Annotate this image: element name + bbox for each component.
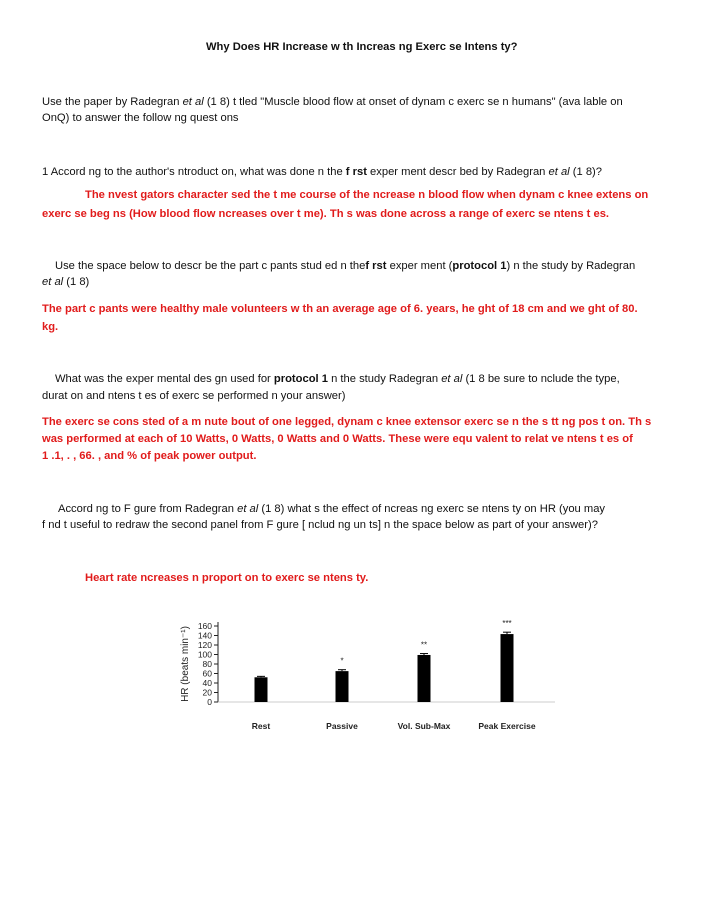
hr-chart-svg [170,612,560,740]
hr-bar-chart [170,612,560,740]
q1-et-al: et al [548,166,570,178]
significance-marker: ** [420,640,428,650]
bar-peak-exercise [501,634,514,702]
y-axis-label: HR (beats min⁻¹) [180,626,191,702]
answer-2-line-2: kg. [42,321,59,333]
q3-text-b: n the study Radegran [331,373,439,385]
q2-et-al: et al [42,276,64,288]
question-4-line-2: f nd t useful to redraw the second panel from F gure [ nclud ng un ts] n the space below as part of your answer)? [42,519,598,531]
answer-4: Heart rate ncreases n proport on to exerc se ntens ty. [85,572,369,584]
q2-text: Use the space below to descr be the part c pants stud ed n the [55,260,366,272]
question-3 [55,370,620,388]
y-tick-label: 160 [197,621,212,631]
category-label: Rest [251,721,271,731]
question-1 [42,163,602,181]
category-label: Peak Exercise [478,721,536,731]
q4-text-b: (1 8) what s the effect of ncreas ng exerc se ntens ty on HR (you may [261,503,606,515]
bar-rest [255,677,268,702]
significance-marker: * [340,656,344,666]
q4-text: Accord ng to F gure from Radegran [58,503,234,515]
q1-text-cont: exper ment descr bed by Radegran [370,166,546,178]
question-3-line-2: durat on and ntens t es of exerc se performed n your answer) [42,390,346,402]
page-title: Why Does HR Increase w th Increas ng Exerc se Intens ty? [206,41,518,53]
y-tick-label: 140 [197,630,212,641]
q3-protocol: protocol 1 [273,373,328,385]
q1-year: (1 8)? [572,166,603,178]
bar-vol-sub-max [418,655,431,702]
y-tick-label: 120 [197,640,212,650]
answer-3-line-3: 1 .1, . , 66. , and % of peak power output. [42,450,257,462]
q3-et-al: et al [441,373,463,385]
answer-1-line-1: The nvest gators character sed the t me course of the ncrease n blood flow when dynam c knee extens on [85,189,649,201]
y-tick-label: 80 [202,659,212,669]
q2-text-c: ) n the study by Radegran [506,260,636,272]
intro-line-2: OnQ) to answer the follow ng quest ons [42,112,239,124]
y-tick-label: 20 [202,687,212,698]
significance-marker: *** [502,619,512,629]
question-2-line-2 [42,273,89,291]
intro-text-cont: (1 8) t tled "Muscle blood flow at onset of dynam c exerc se n humans" (ava lable on [206,96,623,108]
q2-protocol: protocol 1 [452,260,507,272]
q4-et-al: et al [237,503,259,515]
answer-3-line-1: The exerc se cons sted of a m nute bout of one legged, dynam c knee extensor exerc se n the s tt ng pos t on. Th s [42,416,652,428]
q3-text: What was the exper mental des gn used for [55,373,271,385]
category-label: Vol. Sub-Max [397,721,451,731]
bar-passive [336,671,349,702]
answer-3-line-2: was performed at each of 10 Watts, 0 Watts, 0 Watts and 0 Watts. These were equ valent to relat ve ntens t es of [42,433,633,445]
answer-2-line-1: The part c pants were healthy male volunteers w th an average age of 6. years, he ght of 18 cm and we ght of 80. [42,303,638,315]
y-tick-label: 0 [207,697,212,707]
q2-year: (1 8) [66,276,90,288]
q3-text-c: (1 8 be sure to nclude the type, [465,373,620,385]
category-label: Passive [326,721,358,731]
y-tick-label: 60 [202,668,212,679]
intro-et-al: et al [182,96,204,108]
y-tick-label: 100 [197,649,212,660]
intro-text: Use the paper by Radegran [42,96,180,108]
q2-first: f rst [365,260,387,272]
y-tick-label: 40 [202,678,212,688]
q1-first: f rst [345,166,367,178]
q2-text-b: exper ment ( [389,260,453,272]
question-2 [55,257,635,275]
answer-1-line-2: exerc se beg ns (How blood flow ncreases over t me). Th s was done across a range of exerc se ntens t es. [42,208,610,220]
q1-text: 1 Accord ng to the author's ntroduct on, what was done n the [42,166,343,178]
